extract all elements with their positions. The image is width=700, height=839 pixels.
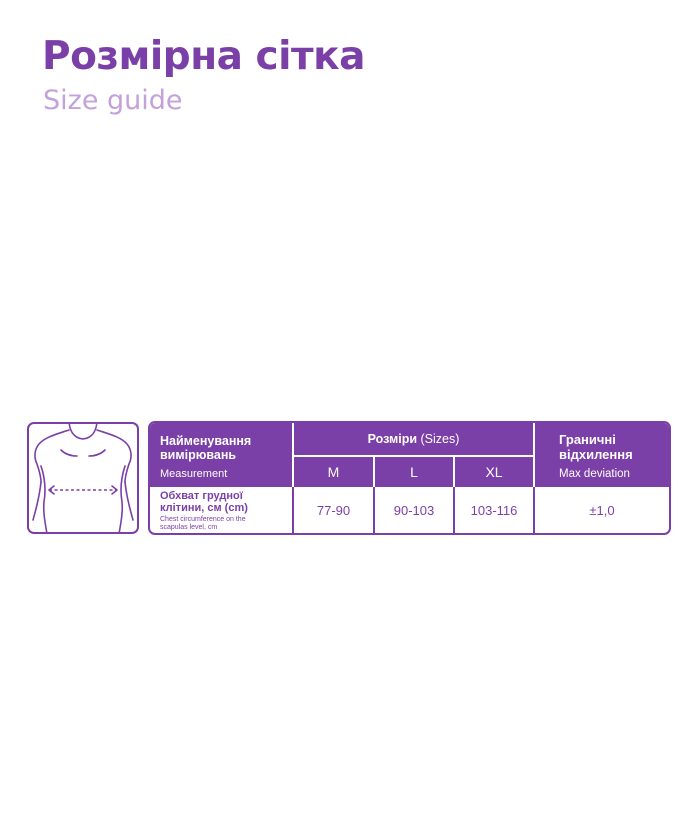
divider: [453, 455, 455, 487]
divider: [453, 487, 455, 533]
size-xl-header: XL: [485, 464, 503, 480]
divider: [533, 423, 535, 487]
chest-row-subtitle: Chest circumference on the scapulas level, cm: [160, 516, 246, 531]
chest-value-m: 77-90: [316, 502, 351, 518]
deviation-header: [535, 423, 669, 487]
divider: [292, 487, 294, 533]
chest-deviation: ±1,0: [589, 502, 615, 518]
measurement-header-title: Найменування вимірювань: [160, 434, 252, 462]
divider: [294, 455, 533, 457]
measurement-header-subtitle: Measurement: [160, 468, 228, 480]
size-m-header: M: [327, 464, 340, 480]
sizes-header: [294, 423, 533, 455]
deviation-header-title: Граничні відхилення: [559, 432, 633, 462]
chest-measurement-icon: [29, 424, 137, 532]
deviation-header-subtitle: Max deviation: [559, 468, 630, 480]
chest-row-title: Обхват грудної клітини, см (cm): [160, 490, 248, 514]
size-table: [148, 421, 671, 535]
divider: [373, 455, 375, 487]
divider: [373, 487, 375, 533]
sizes-header-title: Розміри: [367, 432, 418, 446]
page-subtitle: Size guide: [43, 85, 183, 116]
page-title: Розмірна сітка: [42, 34, 365, 79]
size-l-header: L: [410, 464, 418, 480]
divider: [533, 487, 535, 533]
sizes-header-title-en: (Sizes): [417, 432, 460, 446]
chest-figure: [27, 422, 139, 534]
chest-value-l: 90-103: [393, 502, 435, 518]
chest-value-xl: 103-116: [470, 502, 518, 518]
